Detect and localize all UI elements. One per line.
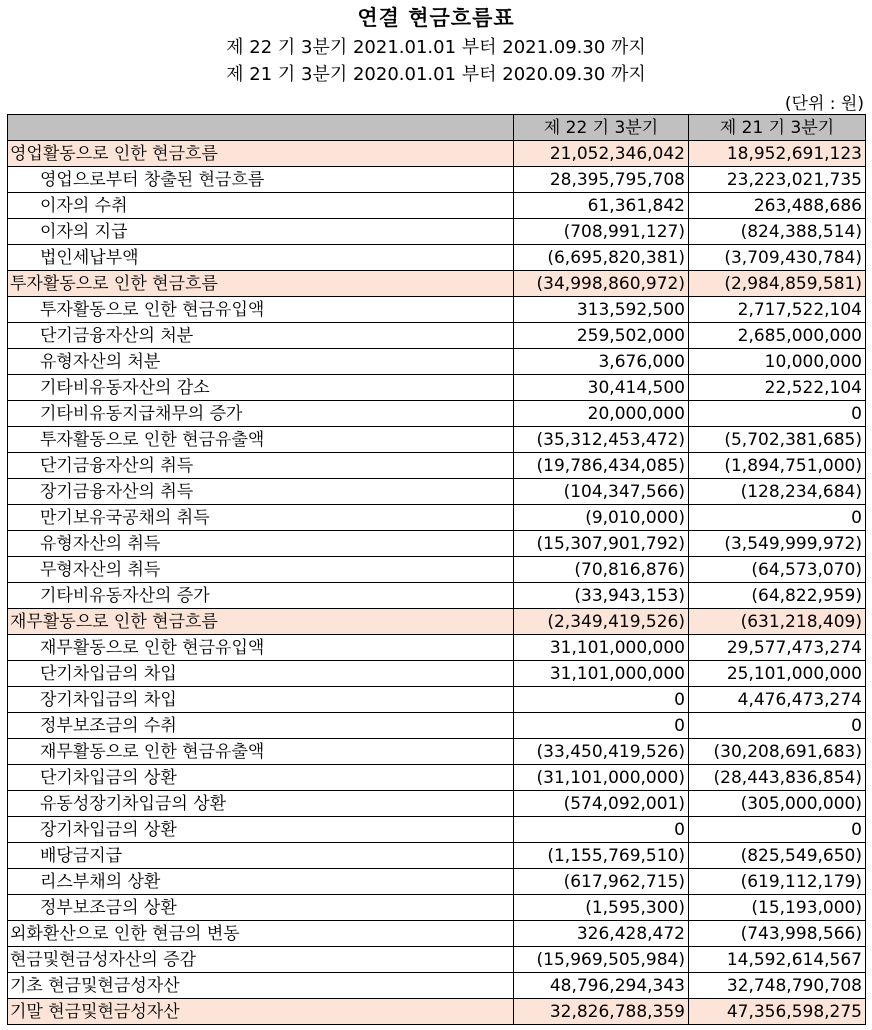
row-value-prior: (3,709,430,784) [689,245,866,271]
row-label: 정부보조금의 수취 [8,713,514,739]
row-value-current: 30,414,500 [514,375,689,401]
row-label: 현금및현금성자산의 증감 [8,947,514,973]
row-value-prior: 47,356,598,275 [689,999,866,1025]
row-value-current: (9,010,000) [514,505,689,531]
row-value-prior: 10,000,000 [689,349,866,375]
table-row [8,869,866,895]
row-value-current: (33,450,419,526) [514,739,689,765]
table-row [8,401,866,427]
table-row [8,505,866,531]
statement-title: 연결 현금흐름표 [357,6,515,30]
row-value-current: 31,101,000,000 [514,661,689,687]
row-label: 단기차입금의 차입 [8,661,514,687]
table-row [8,687,866,713]
row-value-current: 20,000,000 [514,401,689,427]
table-row [8,479,866,505]
row-value-current: (617,962,715) [514,869,689,895]
row-value-current: 313,592,500 [514,297,689,323]
row-value-current: (708,991,127) [514,219,689,245]
row-value-current: (19,786,434,085) [514,453,689,479]
row-value-prior: 0 [689,713,866,739]
table-row [8,661,866,687]
row-label: 투자활동으로 인한 현금유출액 [8,427,514,453]
row-label: 유형자산의 처분 [8,349,514,375]
row-value-current: 0 [514,713,689,739]
row-value-current: 61,361,842 [514,193,689,219]
row-value-prior: 29,577,473,274 [689,635,866,661]
table-row [8,895,866,921]
table-row [8,947,866,973]
row-value-prior: (824,388,514) [689,219,866,245]
row-label: 단기금융자산의 처분 [8,323,514,349]
unit-label: (단위 : 원) [784,94,864,114]
row-value-current: (104,347,566) [514,479,689,505]
table-row [8,141,866,167]
period-prior: 제 21 기 3분기 2020.01.01 부터 2020.09.30 까지 [226,64,646,85]
row-value-prior: (305,000,000) [689,791,866,817]
row-value-current: (35,312,453,472) [514,427,689,453]
row-value-current: (6,695,820,381) [514,245,689,271]
row-label: 재무활동으로 인한 현금유입액 [8,635,514,661]
row-value-prior: 22,522,104 [689,375,866,401]
row-label: 기말 현금및현금성자산 [8,999,514,1025]
table-row [8,193,866,219]
row-label: 영업으로부터 창출된 현금흐름 [8,167,514,193]
row-value-prior: 23,223,021,735 [689,167,866,193]
row-label: 재무활동으로 인한 현금유출액 [8,739,514,765]
row-value-current: (70,816,876) [514,557,689,583]
row-value-current: 21,052,346,042 [514,141,689,167]
row-value-current: (574,092,001) [514,791,689,817]
table-row [8,635,866,661]
table-row [8,921,866,947]
row-value-current: 32,826,788,359 [514,999,689,1025]
table-row [8,609,866,635]
table-row [8,713,866,739]
table-row [8,739,866,765]
row-value-current: (31,101,000,000) [514,765,689,791]
row-value-prior: (64,573,070) [689,557,866,583]
row-value-current: 3,676,000 [514,349,689,375]
row-label: 기타비유동자산의 증가 [8,583,514,609]
row-value-current: (15,969,505,984) [514,947,689,973]
row-label: 장기차입금의 차입 [8,687,514,713]
row-value-current: 28,395,795,708 [514,167,689,193]
row-value-prior: (743,998,566) [689,921,866,947]
row-label: 기타비유동자산의 감소 [8,375,514,401]
table-row [8,453,866,479]
column-header-current: 제 22 기 3분기 [514,115,689,141]
table-row [8,349,866,375]
row-label: 기타비유동지급채무의 증가 [8,401,514,427]
row-value-current: 259,502,000 [514,323,689,349]
row-value-current: 0 [514,687,689,713]
row-value-prior: 0 [689,401,866,427]
table-row [8,999,866,1025]
row-value-prior: (1,894,751,000) [689,453,866,479]
row-label: 이자의 수취 [8,193,514,219]
row-label: 정부보조금의 상환 [8,895,514,921]
row-value-prior: 2,685,000,000 [689,323,866,349]
row-label: 장기금융자산의 취득 [8,479,514,505]
row-label: 영업활동으로 인한 현금흐름 [8,141,514,167]
row-value-prior: 4,476,473,274 [689,687,866,713]
row-value-prior: 2,717,522,104 [689,297,866,323]
row-value-prior: 25,101,000,000 [689,661,866,687]
table-row [8,375,866,401]
table-row [8,765,866,791]
table-row [8,817,866,843]
table-row [8,843,866,869]
table-header-row [8,115,866,141]
row-label: 유동성장기차입금의 상환 [8,791,514,817]
row-value-prior: 32,748,790,708 [689,973,866,999]
row-label: 단기금융자산의 취득 [8,453,514,479]
row-value-prior: 263,488,686 [689,193,866,219]
row-value-prior: 14,592,614,567 [689,947,866,973]
row-label: 배당금지급 [8,843,514,869]
row-label: 리스부채의 상환 [8,869,514,895]
row-value-prior: (28,443,836,854) [689,765,866,791]
row-value-prior: 0 [689,817,866,843]
row-value-current: 0 [514,817,689,843]
cash-flow-table [7,114,866,1025]
table-row [8,427,866,453]
row-label: 기초 현금및현금성자산 [8,973,514,999]
row-value-current: 48,796,294,343 [514,973,689,999]
table-row [8,219,866,245]
row-label: 유형자산의 취득 [8,531,514,557]
table-row [8,297,866,323]
period-current: 제 22 기 3분기 2021.01.01 부터 2021.09.30 까지 [226,37,646,58]
row-value-prior: (825,549,650) [689,843,866,869]
table-row [8,323,866,349]
row-value-prior: (3,549,999,972) [689,531,866,557]
row-value-prior: (30,208,691,683) [689,739,866,765]
row-label: 재무활동으로 인한 현금흐름 [8,609,514,635]
row-value-prior: (128,234,684) [689,479,866,505]
row-value-current: (33,943,153) [514,583,689,609]
row-value-current: 31,101,000,000 [514,635,689,661]
row-value-prior: (5,702,381,685) [689,427,866,453]
row-label: 투자활동으로 인한 현금흐름 [8,271,514,297]
row-value-prior: 0 [689,505,866,531]
row-value-prior: (15,193,000) [689,895,866,921]
row-value-prior: (2,984,859,581) [689,271,866,297]
row-label: 외화환산으로 인한 현금의 변동 [8,921,514,947]
row-label: 무형자산의 취득 [8,557,514,583]
row-value-current: (2,349,419,526) [514,609,689,635]
row-label: 만기보유국공채의 취득 [8,505,514,531]
row-label: 단기차입금의 상환 [8,765,514,791]
table-row [8,791,866,817]
table-row [8,531,866,557]
table-row [8,245,866,271]
row-value-prior: (631,218,409) [689,609,866,635]
table-row [8,557,866,583]
row-value-prior: (64,822,959) [689,583,866,609]
table-row [8,583,866,609]
row-value-current: (34,998,860,972) [514,271,689,297]
row-value-current: (1,595,300) [514,895,689,921]
row-value-current: (15,307,901,792) [514,531,689,557]
row-value-current: 326,428,472 [514,921,689,947]
row-label: 장기차입금의 상환 [8,817,514,843]
table-row [8,271,866,297]
row-label: 이자의 지급 [8,219,514,245]
row-label: 법인세납부액 [8,245,514,271]
table-row [8,973,866,999]
column-header-prior: 제 21 기 3분기 [689,115,866,141]
column-header-label [8,115,514,141]
row-label: 투자활동으로 인한 현금유입액 [8,297,514,323]
row-value-current: (1,155,769,510) [514,843,689,869]
row-value-prior: (619,112,179) [689,869,866,895]
row-value-prior: 18,952,691,123 [689,141,866,167]
table-row [8,167,866,193]
